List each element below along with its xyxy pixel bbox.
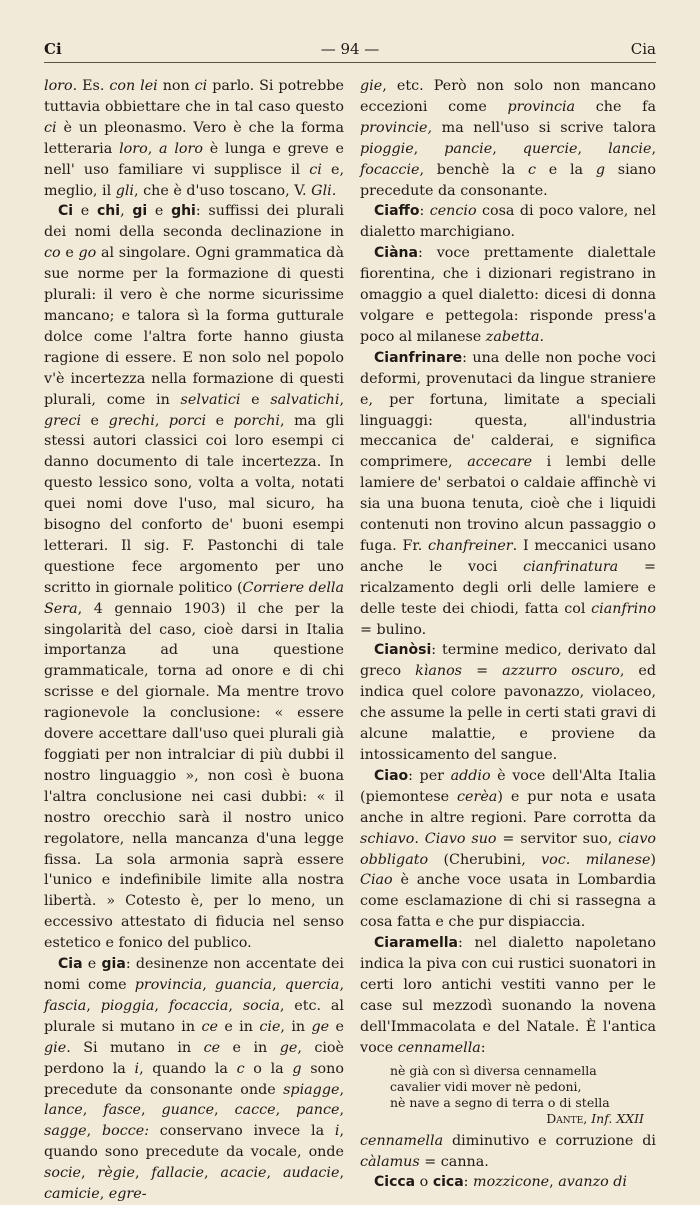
text-run: , ma gli stessi autori classici coi loro esempi ci danno documento di tale incertezza. In questo lessico sono, volta a volta, notati quei nomi dove l'uso, mal sicuro, ha bisogno del conforto de' buoni esempi letterari. Il sig. F. Pastonchi di tale questione fece argomento per uno scritto in giornale politico ( [44, 412, 344, 596]
headword: Cicca [374, 1174, 416, 1191]
italic-term: gie [360, 78, 383, 94]
header-left-guide-word: Ci [44, 40, 62, 58]
italic-term: Corriere della Sera [44, 579, 344, 617]
text-run: . Es. [72, 78, 110, 94]
italic-term: focaccia [168, 997, 229, 1014]
text-run: , quando la [139, 1060, 237, 1077]
text-run: . Si mutano in [66, 1039, 204, 1056]
text-run: al singolare. Ogni grammatica dà sue norme per la formazione di questi plurali: il vero è che norme sicurissime mancano; e talora sì la forma gutturale dolce come l'altra forte hanno giusta ragione di essere. E non solo nel popolo v'è incertezza nella formazione di questi plurali, come in [44, 245, 344, 408]
italic-term: go [78, 245, 97, 262]
italic-term: ci [44, 119, 57, 136]
text-run: : nel dialetto napoletano indica la piva con cui rustici suonatori in certi loro antichi vestiti vanno per le case sul mezzodì suonando la novena dell'Immacolata e del Natale. È l'antica voce [360, 935, 656, 1056]
text-run: sono precedute da consonante onde [44, 1060, 344, 1098]
italic-term: ci [309, 161, 322, 178]
italic-term: ge [311, 1018, 330, 1035]
entry-cont [44, 76, 344, 201]
headword: cica [432, 1174, 464, 1191]
text-run: che fa [575, 98, 656, 115]
text-run: : voce prettamente dialettale fiorentina, che i dizionari registrano in omaggio a quel dialetto: dicesi di donna volgare e pettegola: risponde press'a poco al milanese [360, 245, 656, 345]
italic-term: ci [194, 78, 208, 94]
text-run: . [414, 830, 425, 847]
italic-term: addio [450, 767, 491, 784]
italic-term: socia [242, 997, 280, 1014]
italic-term: chanfreiner [428, 537, 513, 554]
italic-term: acacie [220, 1165, 267, 1182]
italic-term: quercia [284, 976, 340, 993]
italic-term: lance [44, 1102, 83, 1119]
italic-term: gli [115, 182, 135, 199]
italic-term: Ciao [360, 872, 393, 889]
headword: Ciàna [374, 245, 418, 262]
text-run: e [147, 203, 172, 220]
italic-term: ce [201, 1018, 218, 1035]
left-column [44, 76, 344, 1205]
quote-reference: Inf. XXII [591, 1110, 644, 1126]
text-run: , cioè perdono la [44, 1039, 344, 1077]
text-run: i lembi delle lamiere de' serbatoi o caldaie affinchè vi sia una buona tenuta, cioè che i liquidi contenuti non trovino alcun passaggio o fuga. Fr. [360, 454, 656, 554]
text-run: e [60, 245, 79, 262]
entry-cont2 [360, 76, 656, 201]
italic-term: provincia [507, 98, 576, 115]
right-column-entries-after-quote [360, 1131, 656, 1194]
text-run: , etc. al plurale si mutano in [44, 997, 345, 1035]
italic-term: pioggie [360, 140, 414, 157]
text-run: : [463, 1174, 474, 1191]
italic-term: con lei [109, 78, 158, 94]
text-run: , [81, 1165, 98, 1182]
text-run: , [492, 140, 523, 157]
text-run: : suffissi dei plurali dei nomi della seconda declinazione in [44, 203, 344, 241]
verse-quotation [390, 1063, 656, 1127]
italic-term: c [527, 161, 536, 178]
text-run: e la [535, 161, 596, 178]
italic-term: azzurro oscuro [502, 663, 620, 680]
text-run: e in [220, 1039, 280, 1056]
italic-term: ge [279, 1039, 298, 1056]
italic-term: loro [119, 140, 148, 157]
italic-term: voc. milanese [541, 851, 651, 868]
entry-ciaffo [360, 201, 656, 243]
italic-term: cacce [234, 1102, 276, 1119]
quote-author: Dante [546, 1110, 584, 1126]
text-run: : una delle non poche voci deformi, provenutaci da lingue straniere e, per fortuna, limitate a speciali linguaggi: questa, all'industria meccanica de' calderai, e significa comprimere, [360, 349, 656, 471]
text-run: e [329, 1018, 345, 1035]
entry-ciao [360, 766, 656, 933]
italic-term: a loro [159, 140, 203, 157]
text-run: = [462, 663, 503, 680]
italic-term: Gli. [311, 182, 337, 199]
text-run: ma nell'uso si scrive talora [432, 119, 656, 136]
text-run: : [419, 203, 430, 220]
italic-term: porchi [233, 412, 280, 429]
text-run: e [73, 203, 97, 220]
text-run: : termine medico, derivato dal greco [360, 642, 656, 680]
text-run: è anche voce usata in Lombardia come esclamazione di chi si rassegna a cosa fatta e che pur dispiaccia. [360, 872, 656, 931]
text-run: , che è d'uso toscano, V. [134, 182, 312, 199]
italic-term: cianfrino [591, 600, 656, 617]
italic-term: fasce [103, 1102, 141, 1119]
italic-term: selvatici [180, 391, 241, 408]
right-column-entries [360, 76, 656, 1059]
italic-term: cie [259, 1018, 281, 1035]
text-run: , ed indica quel colore pavonazzo, violaceo, che assume la pelle in certi stati gravi di alcune malattie, e proviene da intossicamento del sangue. [360, 663, 657, 763]
text-run: , [651, 140, 656, 157]
italic-term: salvatichi [270, 391, 340, 408]
headword: ghi [171, 203, 196, 220]
italic-term: gie [44, 1039, 67, 1056]
italic-term: lancie [608, 140, 652, 157]
header-rule [44, 62, 656, 63]
italic-term: camicie [44, 1186, 100, 1203]
italic-term: i [134, 1060, 140, 1077]
entry-ciana [360, 243, 656, 348]
text-run: : desinenze non accentate dei nomi come [44, 956, 344, 993]
text-run: = servitor suo, [496, 830, 619, 847]
italic-term: pancie [444, 140, 493, 157]
italic-term: co [44, 245, 61, 262]
headword: Ciaramella [374, 935, 458, 952]
text-run: , [154, 997, 169, 1014]
italic-term: porci [168, 412, 207, 429]
italic-term: cianfrinatura [523, 558, 619, 575]
text-run: , [99, 1186, 109, 1203]
italic-term: socie [44, 1165, 81, 1182]
text-run: e [81, 412, 109, 429]
italic-term: pioggia [100, 997, 155, 1014]
text-run: , [82, 1102, 104, 1119]
text-run: , [549, 1174, 559, 1191]
text-run: , [275, 1102, 297, 1119]
text-run: è lunga e greve e nell' uso familiare vi supplisce il [44, 140, 344, 178]
text-run: e [206, 412, 234, 429]
text-run: = canna. [419, 1153, 489, 1170]
text-run: , [228, 997, 243, 1014]
italic-term: kìanos [415, 663, 463, 680]
headword: Ciaffo [374, 203, 420, 220]
italic-term: bocce: [101, 1123, 150, 1140]
text-run: : [480, 1039, 486, 1056]
text-run: diminutivo e corruzione di [443, 1132, 656, 1149]
text-run: e in [217, 1018, 260, 1035]
text-run: , [120, 203, 133, 220]
headword: chi [96, 203, 121, 220]
text-run: è voce dell'Alta Italia (piemontese [360, 767, 656, 805]
verse-line: nè nave a segno di terra o di stella [390, 1094, 610, 1110]
italic-term: g [292, 1060, 302, 1077]
italic-term: egre- [108, 1186, 147, 1203]
text-run: (Cherubini, [428, 851, 542, 868]
italic-term: quercie [522, 140, 578, 157]
text-run: o la [244, 1060, 293, 1077]
italic-term: schiavo [360, 830, 415, 847]
entry-cicca [360, 1172, 656, 1193]
text-run: , [339, 1081, 344, 1098]
text-run: , [339, 391, 344, 408]
text-run: = ricalzamento degli orli delle lamiere e delle teste dei chiodi, fatta col [360, 558, 656, 617]
italic-term: zabetta [485, 328, 540, 345]
entry-ci-chi [44, 201, 344, 954]
italic-term: guancia [214, 976, 273, 993]
text-run: , [339, 1165, 344, 1182]
text-run: , benchè la [419, 161, 528, 178]
headword: Cia [58, 956, 83, 973]
text-run: : per [408, 767, 451, 784]
italic-term: fallacie [151, 1165, 204, 1182]
entry-cianosi [360, 640, 656, 765]
text-run: , etc. Però non solo non mancano eccezioni come [360, 78, 656, 115]
text-run: è un pleonasmo. Vero è che la forma letteraria [44, 119, 344, 157]
text-run: e [240, 391, 271, 408]
italic-term: g [595, 161, 605, 178]
text-run: . [539, 328, 545, 345]
text-run: parlo. Si potrebbe tuttavia obbiettare che in tal caso questo [44, 78, 344, 115]
text-run: , [214, 1102, 235, 1119]
italic-term: c [236, 1060, 245, 1077]
text-run: ) e pur nota e usata anche in altre regioni. Pare corrotta da [360, 788, 656, 826]
italic-term: loro [44, 78, 73, 94]
italic-term: Ciavo suo [424, 830, 497, 847]
italic-term: pance [296, 1102, 340, 1119]
italic-term: ce [203, 1039, 221, 1056]
text-run: , [272, 976, 285, 993]
text-run: , [266, 1165, 283, 1182]
page-number: — 94 — [320, 40, 380, 58]
entry-cia-gia [44, 954, 344, 1205]
text-run: , [577, 140, 609, 157]
headword: gi [132, 203, 148, 220]
text-run: , 4 gennaio 1903) il che per la singolarità del caso, cioè darsi in Italia importanza ad una questione grammaticale, torna ad onore e di chi scrisse e del giornale. Ma mentre trovo ragionevole la conclusione: « essere dovere accettare dall'uso quei plurali già foggiati per non intralciar di più dubbi il nostro linguaggio », non così è buona l'altra conclusione nei casi dubbi: « il nostro orecchio sarà il nostro unico regolatore, nella mancanza d'una legge fissa. La sola armonia saprà essere l'unico e indefinibile limite alla nostra libertà. » Cotesto è, per lo meno, un eccessivo attestato di fiducia nel senso estetico e fonico del publico. [44, 600, 344, 952]
text-run: o [415, 1174, 433, 1191]
italic-term: i [334, 1123, 340, 1140]
text-run: , [202, 976, 215, 993]
italic-term: grechi [108, 412, 155, 429]
italic-term: greci [44, 412, 82, 429]
text-run: , [339, 1102, 345, 1119]
text-run: e, meglio, il [44, 161, 344, 199]
headword: gia [101, 956, 126, 973]
italic-term: cennamella [397, 1039, 481, 1056]
text-run: , [339, 976, 344, 993]
text-run: ) [650, 851, 656, 868]
italic-term: cennamella [360, 1132, 444, 1149]
text-run: , quando sono precedute da vocale, onde [44, 1123, 344, 1161]
text-run: conservano invece la [149, 1123, 335, 1140]
text-run: , [203, 1165, 221, 1182]
entry-cennamella [360, 1131, 656, 1173]
text-run: , [147, 140, 160, 157]
italic-term: règie [97, 1165, 135, 1182]
headword: Cianòsi [374, 642, 432, 659]
italic-term: fascia [44, 997, 87, 1014]
text-run: e [82, 956, 102, 973]
italic-term: provincia [134, 976, 203, 993]
text-run: cosa di poco valore, nel dialetto marchigiano. [360, 203, 656, 241]
headword: Cianfrinare [374, 349, 463, 366]
text-run: , [154, 412, 169, 429]
italic-term: cencio [429, 203, 477, 220]
headword: Ciao [374, 767, 409, 784]
entry-ciaramella [360, 933, 656, 1058]
text-run: , [140, 1102, 162, 1119]
header-right-guide-word: Cia [630, 40, 656, 58]
italic-term: sagge [44, 1123, 87, 1140]
text-run: , [413, 140, 445, 157]
verse-line: cavalier vidi mover nè pedoni, [390, 1078, 582, 1094]
italic-term: ciavo obbligato [360, 830, 657, 868]
italic-term: mozzicone [473, 1174, 550, 1191]
quote-source: Dante, Inf. XXII [546, 1110, 644, 1126]
italic-term: focaccie [360, 161, 420, 178]
text-run: , in [280, 1018, 312, 1035]
italic-term: càlamus [360, 1153, 420, 1170]
italic-term: cerèa [457, 788, 498, 805]
italic-term: accecare [467, 454, 533, 471]
right-column [360, 76, 656, 1193]
italic-term: spiagge [283, 1081, 340, 1098]
text-run: = bulino. [360, 621, 427, 638]
italic-term: guance [161, 1102, 215, 1119]
text-run: non [157, 78, 195, 94]
headword: Ci [58, 203, 74, 220]
italic-term: audacie [283, 1165, 340, 1182]
text-run: , [86, 997, 101, 1014]
text-run: , [134, 1165, 152, 1182]
entry-cianfrinare [360, 348, 656, 641]
text-run: . I meccanici usano anche le voci [360, 537, 656, 575]
verse-line: nè già con sì diversa cennamella [390, 1062, 597, 1078]
italic-term: avanzo di [558, 1174, 627, 1191]
text-run: siano precedute da consonante. [360, 161, 657, 199]
text-run: , [86, 1123, 102, 1140]
italic-term: provincie, [360, 119, 433, 136]
